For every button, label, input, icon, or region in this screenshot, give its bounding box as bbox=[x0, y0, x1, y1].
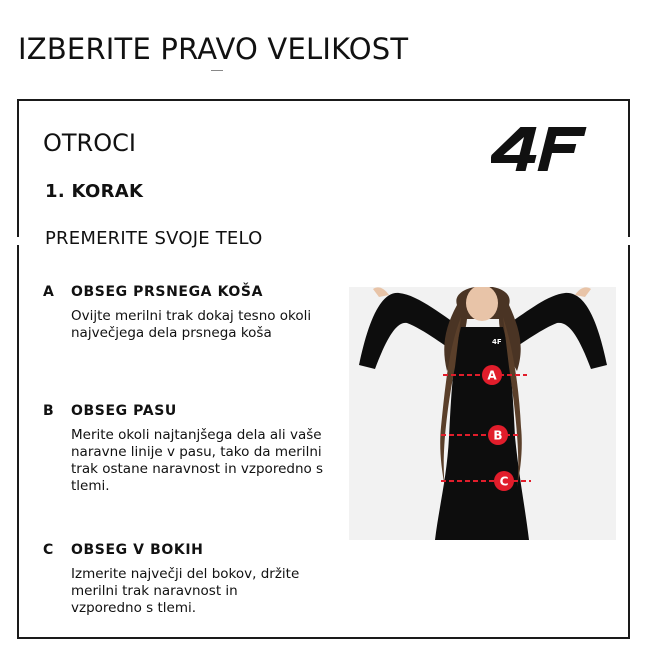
measurement-title: OBSEG V BOKIH bbox=[71, 542, 204, 558]
title-underline-mark bbox=[211, 70, 223, 71]
measurement-letter: A bbox=[43, 284, 54, 300]
measurement-letter: B bbox=[43, 403, 54, 419]
page-title: IZBERITE PRAVO VELIKOST bbox=[18, 32, 409, 66]
section-title: OTROCI bbox=[43, 129, 136, 157]
step-label: 1. KORAK bbox=[45, 181, 144, 202]
measurement-description: Ovijte merilni trak dokaj tesno okoli največjega dela prsnega koša bbox=[71, 308, 312, 341]
logo-f-glyph bbox=[538, 127, 587, 171]
measurement-letter: C bbox=[43, 542, 54, 558]
card-edge-gap-left bbox=[17, 237, 21, 245]
shirt-logo-icon: 4F bbox=[492, 338, 502, 346]
card-edge-gap bbox=[626, 237, 630, 245]
logo-four-glyph bbox=[491, 127, 544, 171]
measurement-description: Izmerite največji del bokov, držite merilni trak naravnost in vzporedno s tlemi. bbox=[71, 566, 300, 616]
svg-text:A: A bbox=[487, 368, 497, 383]
measurement-title: OBSEG PASU bbox=[71, 403, 177, 419]
measurement-description: Merite okoli najtanjšega dela ali vaše naravne linije v pasu, tako da merilni trak ostane naravnost in vzporedno s tlemi. bbox=[71, 427, 324, 494]
child-measurement-photo bbox=[349, 287, 616, 540]
size-guide-card bbox=[17, 99, 630, 639]
subtitle: PREMERITE SVOJE TELO bbox=[45, 228, 263, 249]
svg-text:B: B bbox=[493, 428, 503, 443]
brand-logo bbox=[491, 125, 587, 173]
measurement-title: OBSEG PRSNEGA KOŠA bbox=[71, 284, 264, 300]
svg-text:C: C bbox=[499, 474, 509, 489]
